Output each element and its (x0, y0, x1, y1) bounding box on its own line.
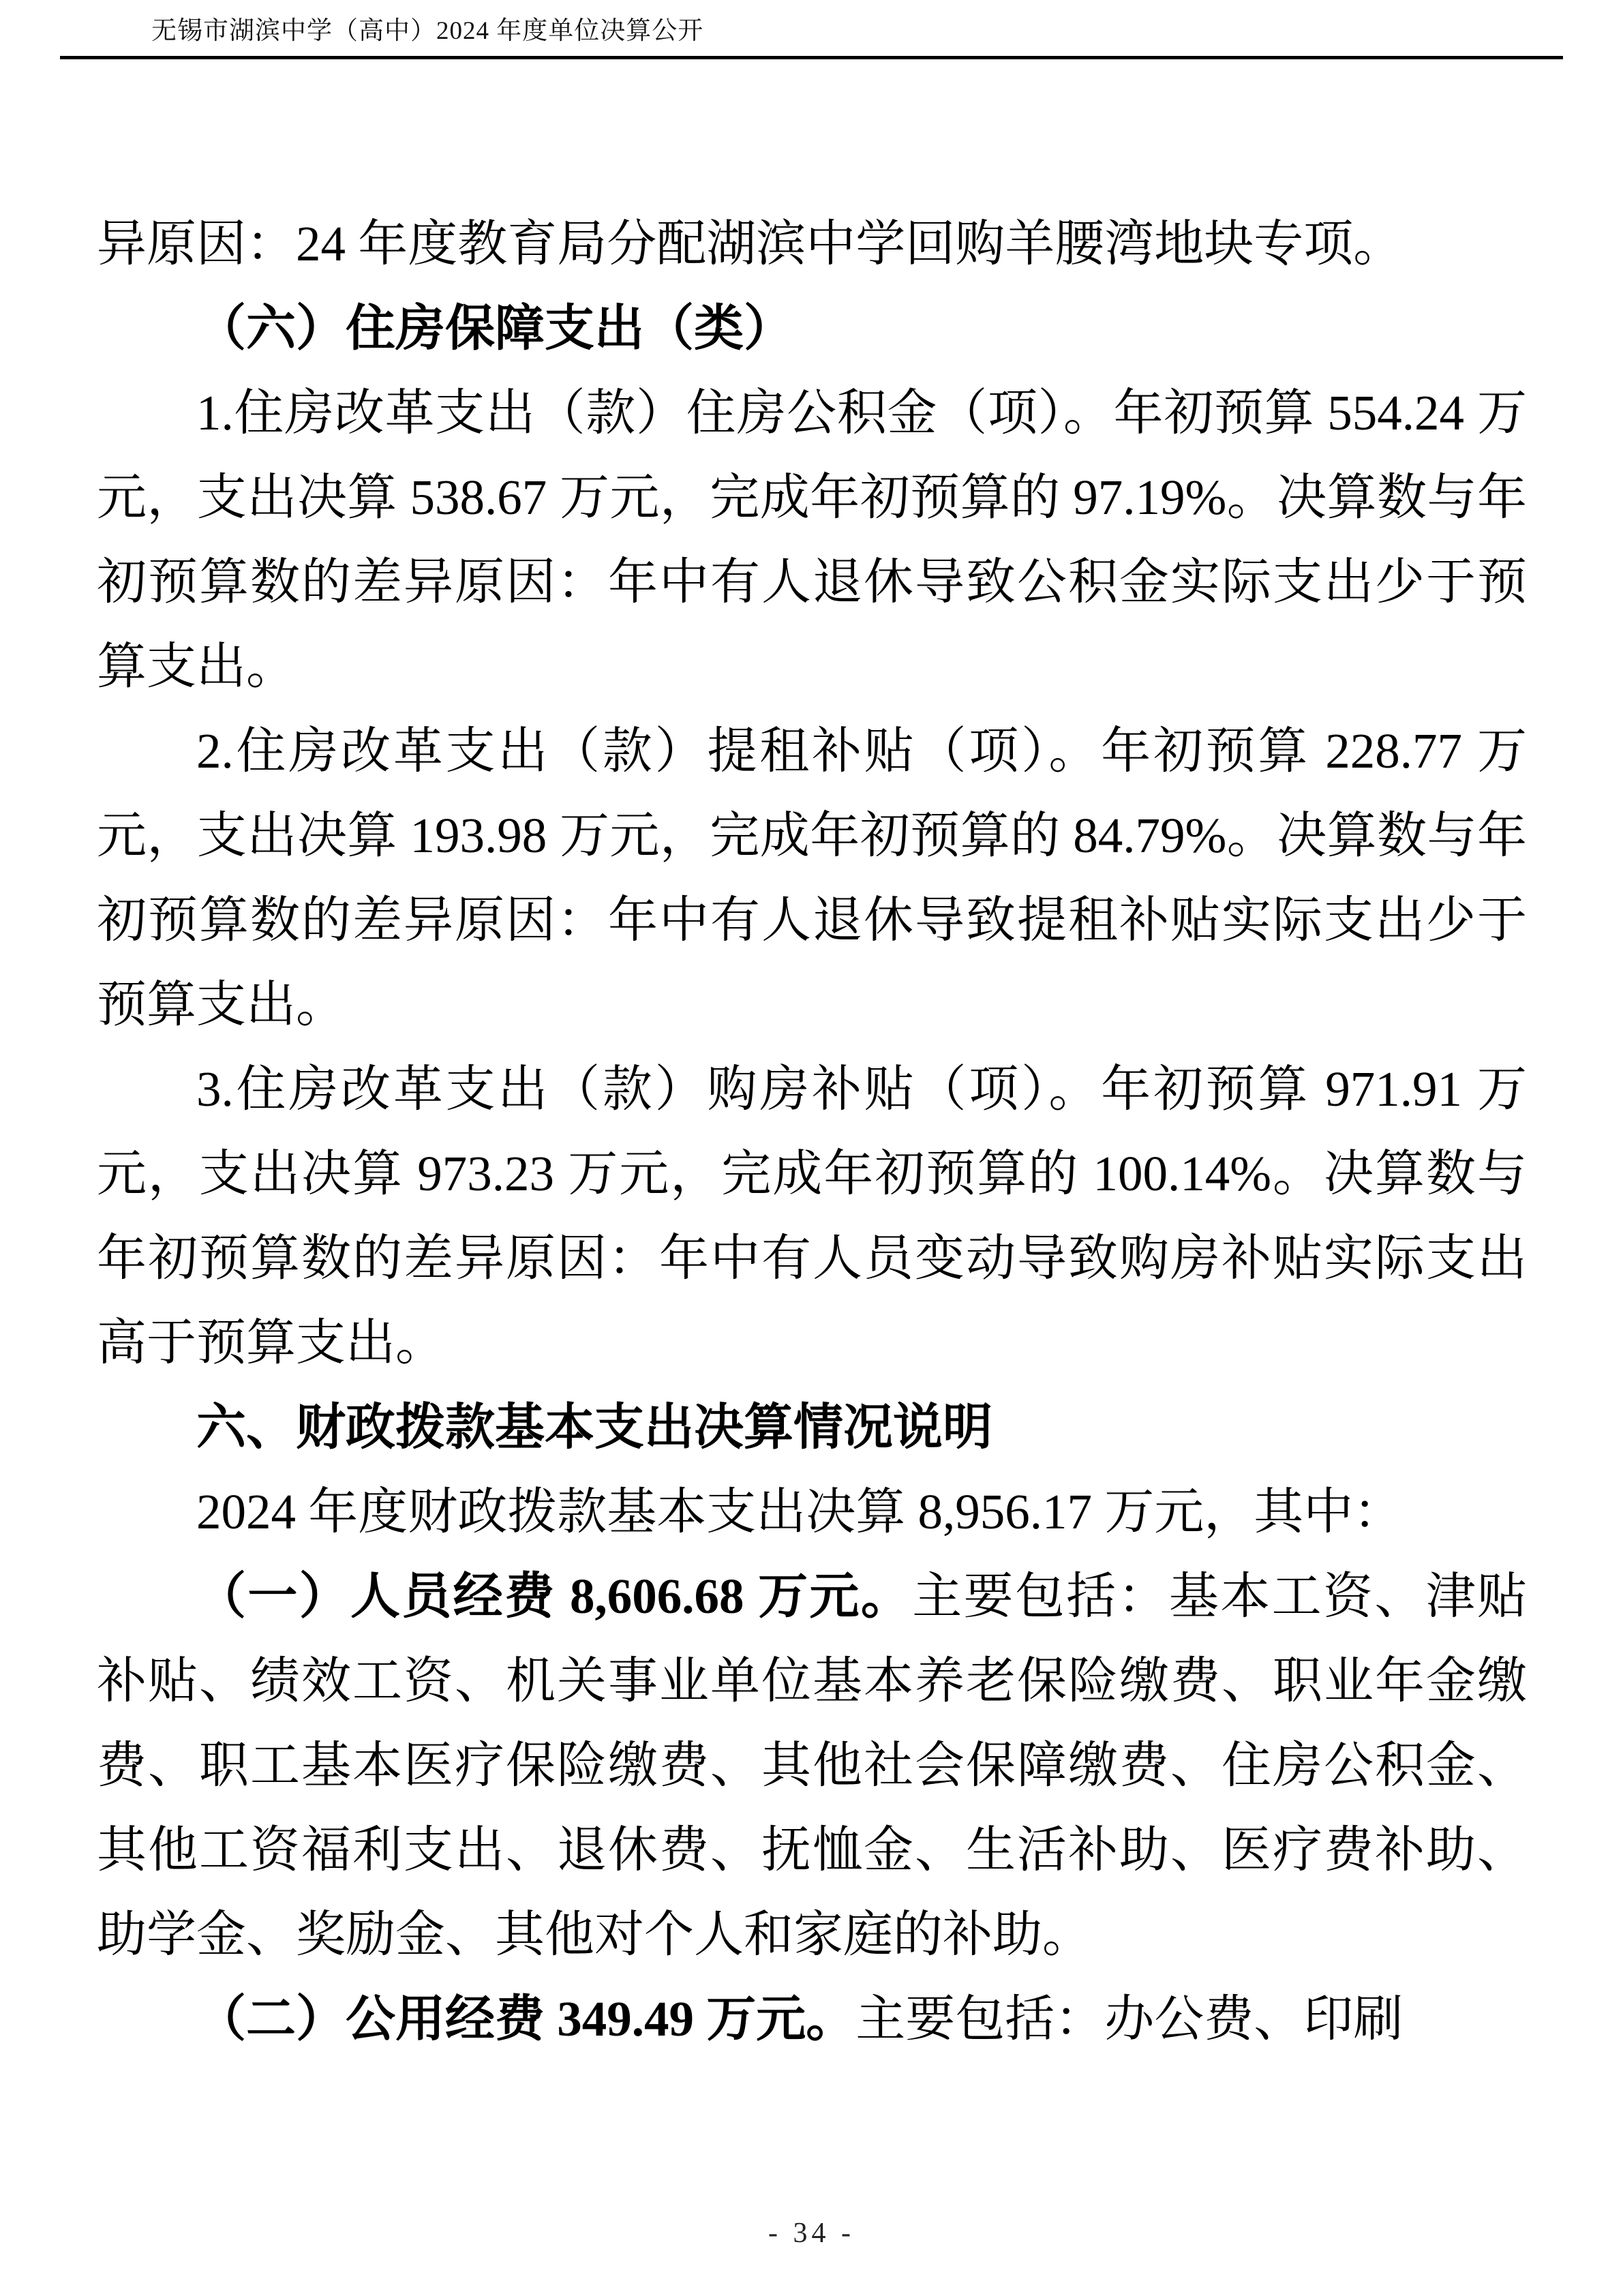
paragraph: 3.住房改革支出（款）购房补贴（项）。年初预算 971.91 万元，支出决算 973.23 万元，完成年初预算的 100.14%。决算数与年初预算数的差异原因：年中有人员变动导致购房补贴实际支出高于预算支出。 (97, 1061, 1527, 1370)
paragraph-lead: （二）公用经费 349.49 万元。 (196, 1991, 856, 2046)
paragraph: 2.住房改革支出（款）提租补贴（项）。年初预算 228.77 万元，支出决算 193.98 万元，完成年初预算的 84.79%。决算数与年初预算数的差异原因：年中有人退休导致提租补贴实际支出少于预算支出。 (97, 723, 1527, 1032)
page-number: - 34 - (768, 2218, 855, 2249)
document-body (97, 202, 1527, 2061)
section-heading: 六、财政拨款基本支出决算情况说明 (196, 1400, 992, 1455)
paragraph: 2024 年度财政拨款基本支出决算 8,956.17 万元，其中： (196, 1484, 1404, 1539)
paragraph-lead: （一）人员经费 8,606.68 万元。 (196, 1569, 913, 1624)
section-heading: （六）住房保障支出（类） (196, 301, 793, 356)
paragraph (97, 1554, 1527, 1977)
header-divider (60, 56, 1563, 59)
paragraph-text: 主要包括：基本工资、津贴补贴、绩效工资、机关事业单位基本养老保险缴费、职业年金缴费、职工基本医疗保险缴费、其他社会保障缴费、住房公积金、其他工资福利支出、退休费、抚恤金、生活补助、医疗费补助、助学金、奖励金、其他对个人和家庭的补助。 (97, 1569, 1528, 1962)
paragraph: 1.住房改革支出（款）住房公积金（项）。年初预算 554.24 万元，支出决算 538.67 万元，完成年初预算的 97.19%。决算数与年初预算数的差异原因：年中有人退休导致公积金实际支出少于预算支出。 (97, 385, 1527, 694)
paragraph (97, 1977, 1527, 2061)
paragraph-continuation: 异原因：24 年度教育局分配湖滨中学回购羊腰湾地块专项。 (97, 216, 1404, 271)
page-header-title: 无锡市湖滨中学（高中）2024 年度单位决算公开 (151, 17, 704, 45)
paragraph-text: 主要包括：办公费、印刷 (855, 1991, 1404, 2046)
